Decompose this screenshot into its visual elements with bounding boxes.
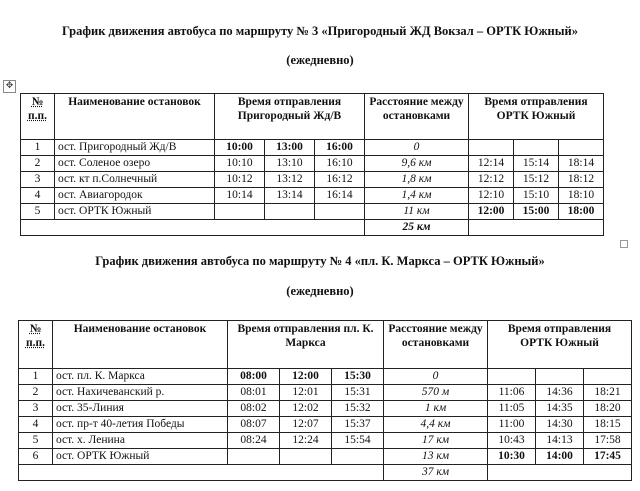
cell-name: ост. пл. К. Маркса <box>53 369 228 385</box>
cell-distance: 4,4 км <box>384 417 488 433</box>
table-row <box>19 417 632 433</box>
cell-num: 3 <box>19 401 53 417</box>
cell-time <box>265 204 315 220</box>
header-distance: Расстояние между остановками <box>365 94 469 140</box>
header-departure-from: Время отправления пл. К. Маркса <box>228 321 384 369</box>
cell-time: 08:02 <box>228 401 280 417</box>
cell-return-time: 18:00 <box>559 204 604 220</box>
schedule1-subtitle: (ежедневно) <box>286 53 354 67</box>
table-row <box>19 369 632 385</box>
header-name: Наименование остановок <box>55 94 215 140</box>
cell-return-time <box>536 369 584 385</box>
cell-return-time: 11:05 <box>488 401 536 417</box>
cell-time: 12:07 <box>280 417 332 433</box>
cell-distance: 0 <box>365 140 469 156</box>
cell-return-time: 12:10 <box>469 188 514 204</box>
cell-distance: 9,6 км <box>365 156 469 172</box>
cell-return-time <box>514 140 559 156</box>
cell-time: 13:00 <box>265 140 315 156</box>
cell-time <box>280 449 332 465</box>
cell-time: 13:12 <box>265 172 315 188</box>
cell-distance: 17 км <box>384 433 488 449</box>
table-total-row <box>19 465 632 481</box>
cell-num: 2 <box>21 156 55 172</box>
cell-name: ост. Нахичеванский р. <box>53 385 228 401</box>
header-num: № п.п. <box>21 94 55 140</box>
cell-name: ост. ОРТК Южный <box>55 204 215 220</box>
cell-time: 10:00 <box>215 140 265 156</box>
header-departure-from: Время отправления Пригородный Жд/В <box>215 94 365 140</box>
cell-num: 4 <box>21 188 55 204</box>
total-spacer <box>469 220 604 236</box>
header-name: Наименование остановок <box>53 321 228 369</box>
table-header-row <box>21 94 604 140</box>
total-distance: 25 км <box>365 220 469 236</box>
cell-num: 6 <box>19 449 53 465</box>
table-row <box>19 433 632 449</box>
resize-handle-icon[interactable] <box>620 240 628 248</box>
cell-return-time: 11:06 <box>488 385 536 401</box>
cell-return-time: 18:12 <box>559 172 604 188</box>
cell-distance: 1,4 км <box>365 188 469 204</box>
table-row <box>21 172 604 188</box>
cell-return-time: 15:12 <box>514 172 559 188</box>
cell-num: 4 <box>19 417 53 433</box>
table-row <box>21 140 604 156</box>
schedule2-subtitle: (ежедневно) <box>286 284 354 298</box>
total-spacer <box>19 465 384 481</box>
cell-return-time <box>469 140 514 156</box>
cell-time: 13:14 <box>265 188 315 204</box>
cell-return-time: 18:15 <box>584 417 632 433</box>
schedule1-title: График движения автобуса по маршруту № 3 «Пригородный ЖД Вокзал – ОРТК Южный» <box>62 24 578 38</box>
cell-name: ост. Соленое озеро <box>55 156 215 172</box>
cell-time: 15:54 <box>332 433 384 449</box>
cell-time <box>228 449 280 465</box>
table-row <box>21 156 604 172</box>
cell-time: 10:12 <box>215 172 265 188</box>
cell-name: ост. Пригородный Жд/В <box>55 140 215 156</box>
cell-return-time: 14:00 <box>536 449 584 465</box>
cell-distance: 11 км <box>365 204 469 220</box>
cell-time: 16:14 <box>315 188 365 204</box>
cell-time: 13:10 <box>265 156 315 172</box>
cell-return-time: 11:00 <box>488 417 536 433</box>
cell-name: ост. х. Ленина <box>53 433 228 449</box>
cell-name: ост. 35-Линия <box>53 401 228 417</box>
cell-time: 15:37 <box>332 417 384 433</box>
table-total-row <box>21 220 604 236</box>
cell-return-time <box>488 369 536 385</box>
cell-time: 08:24 <box>228 433 280 449</box>
cell-return-time: 12:00 <box>469 204 514 220</box>
cell-num: 2 <box>19 385 53 401</box>
cell-return-time: 10:30 <box>488 449 536 465</box>
cell-return-time: 15:14 <box>514 156 559 172</box>
cell-return-time <box>559 140 604 156</box>
cell-return-time: 14:30 <box>536 417 584 433</box>
cell-time: 16:00 <box>315 140 365 156</box>
total-spacer <box>488 465 632 481</box>
cell-return-time: 14:36 <box>536 385 584 401</box>
cell-return-time: 18:20 <box>584 401 632 417</box>
total-distance: 37 км <box>384 465 488 481</box>
header-departure-to: Время отправления ОРТК Южный <box>488 321 632 369</box>
table-row <box>19 401 632 417</box>
table-header-row <box>19 321 632 369</box>
cell-return-time: 18:14 <box>559 156 604 172</box>
cell-time: 12:00 <box>280 369 332 385</box>
cell-return-time: 10:43 <box>488 433 536 449</box>
cell-time <box>315 204 365 220</box>
cell-return-time <box>584 369 632 385</box>
move-handle-icon[interactable]: ✥ <box>3 80 16 93</box>
cell-time <box>215 204 265 220</box>
table-row <box>21 188 604 204</box>
cell-time: 16:12 <box>315 172 365 188</box>
header-departure-to: Время отправления ОРТК Южный <box>469 94 604 140</box>
cell-time: 10:10 <box>215 156 265 172</box>
table-row <box>19 385 632 401</box>
table-row <box>21 204 604 220</box>
cell-num: 5 <box>19 433 53 449</box>
cell-return-time: 17:45 <box>584 449 632 465</box>
cell-name: ост. пр-т 40-летия Победы <box>53 417 228 433</box>
schedule2-title: График движения автобуса по маршруту № 4 «пл. К. Маркса – ОРТК Южный» <box>95 254 545 268</box>
cell-name: ост. ОРТК Южный <box>53 449 228 465</box>
cell-distance: 570 м <box>384 385 488 401</box>
cell-num: 5 <box>21 204 55 220</box>
cell-distance: 13 км <box>384 449 488 465</box>
cell-distance: 1,8 км <box>365 172 469 188</box>
cell-time: 15:31 <box>332 385 384 401</box>
cell-return-time: 17:58 <box>584 433 632 449</box>
cell-return-time: 15:10 <box>514 188 559 204</box>
cell-name: ост. Авиагородок <box>55 188 215 204</box>
cell-time: 12:01 <box>280 385 332 401</box>
cell-return-time: 18:10 <box>559 188 604 204</box>
cell-return-time: 14:35 <box>536 401 584 417</box>
cell-return-time: 18:21 <box>584 385 632 401</box>
header-distance: Расстояние между остановками <box>384 321 488 369</box>
total-spacer <box>21 220 365 236</box>
cell-time: 08:00 <box>228 369 280 385</box>
cell-name: ост. кт п.Солнечный <box>55 172 215 188</box>
cell-return-time: 12:12 <box>469 172 514 188</box>
cell-num: 3 <box>21 172 55 188</box>
cell-time: 10:14 <box>215 188 265 204</box>
cell-time: 12:24 <box>280 433 332 449</box>
cell-return-time: 12:14 <box>469 156 514 172</box>
schedule2-table <box>18 320 632 481</box>
header-num: № п.п. <box>19 321 53 369</box>
cell-time: 08:01 <box>228 385 280 401</box>
cell-return-time: 15:00 <box>514 204 559 220</box>
cell-time: 08:07 <box>228 417 280 433</box>
cell-time: 12:02 <box>280 401 332 417</box>
cell-num: 1 <box>21 140 55 156</box>
cell-time <box>332 449 384 465</box>
schedule1-table <box>20 93 604 236</box>
table-row <box>19 449 632 465</box>
cell-num: 1 <box>19 369 53 385</box>
cell-return-time: 14:13 <box>536 433 584 449</box>
cell-time: 16:10 <box>315 156 365 172</box>
cell-distance: 0 <box>384 369 488 385</box>
cell-time: 15:32 <box>332 401 384 417</box>
cell-distance: 1 км <box>384 401 488 417</box>
cell-time: 15:30 <box>332 369 384 385</box>
